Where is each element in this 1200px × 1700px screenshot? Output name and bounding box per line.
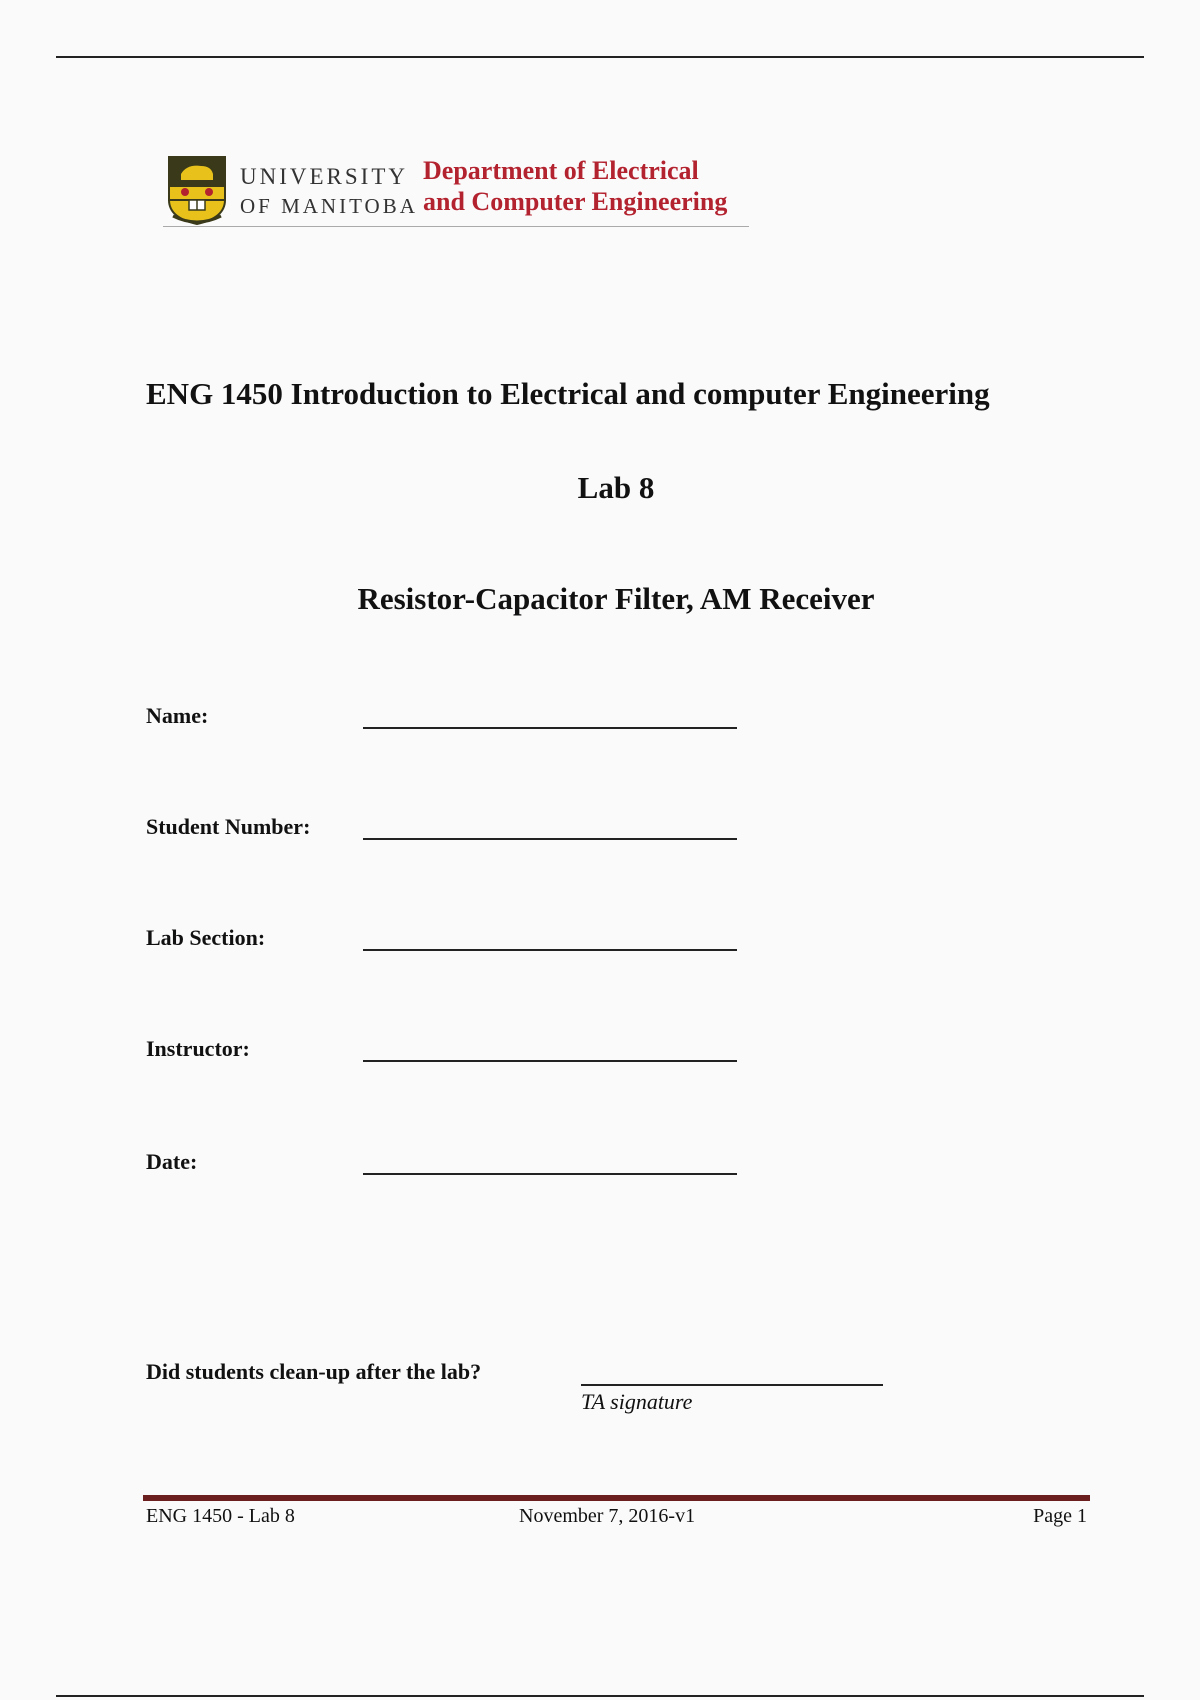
instructor-field-line[interactable] — [363, 1060, 737, 1062]
name-field-label: Name: — [146, 703, 209, 728]
date-field-label: Date: — [146, 1149, 198, 1174]
student-number-field[interactable] — [146, 814, 746, 850]
department-name-line2: and Computer Engineering — [423, 187, 728, 216]
footer-course-lab: ENG 1450 - Lab 8 — [146, 1505, 295, 1527]
date-field-line[interactable] — [363, 1173, 737, 1175]
date-field[interactable] — [146, 1149, 746, 1185]
lab-section-field[interactable] — [146, 925, 746, 961]
footer-bar — [143, 1495, 1090, 1501]
ta-signature-caption: TA signature — [581, 1389, 693, 1414]
footer-date-version: November 7, 2016-v1 — [519, 1505, 696, 1527]
lab-section-field-line[interactable] — [363, 949, 737, 951]
lab-subtitle: Resistor-Capacitor Filter, AM Receiver — [357, 581, 875, 616]
lab-section-field-label: Lab Section: — [146, 925, 266, 950]
university-logo — [163, 152, 749, 229]
university-name-line2: OF MANITOBA — [240, 194, 418, 218]
logo-underline — [163, 226, 749, 227]
student-number-field-label: Student Number: — [146, 814, 311, 839]
top-rule — [56, 56, 1144, 58]
cleanup-question: Did students clean-up after the lab? — [146, 1359, 482, 1384]
name-field-line[interactable] — [363, 727, 737, 729]
ta-signature-line[interactable] — [581, 1384, 883, 1386]
instructor-field-label: Instructor: — [146, 1036, 250, 1061]
department-name-line1: Department of Electrical — [423, 156, 699, 185]
name-field[interactable] — [146, 703, 746, 739]
bottom-rule — [56, 1695, 1144, 1697]
instructor-field[interactable] — [146, 1036, 746, 1072]
course-title: ENG 1450 Introduction to Electrical and computer Engineering — [146, 376, 990, 411]
footer-page-number: Page 1 — [1033, 1505, 1087, 1527]
university-name-line1: UNIVERSITY — [240, 164, 408, 189]
university-crest-icon — [167, 156, 227, 226]
student-number-field-line[interactable] — [363, 838, 737, 840]
lab-title: Lab 8 — [577, 470, 655, 505]
